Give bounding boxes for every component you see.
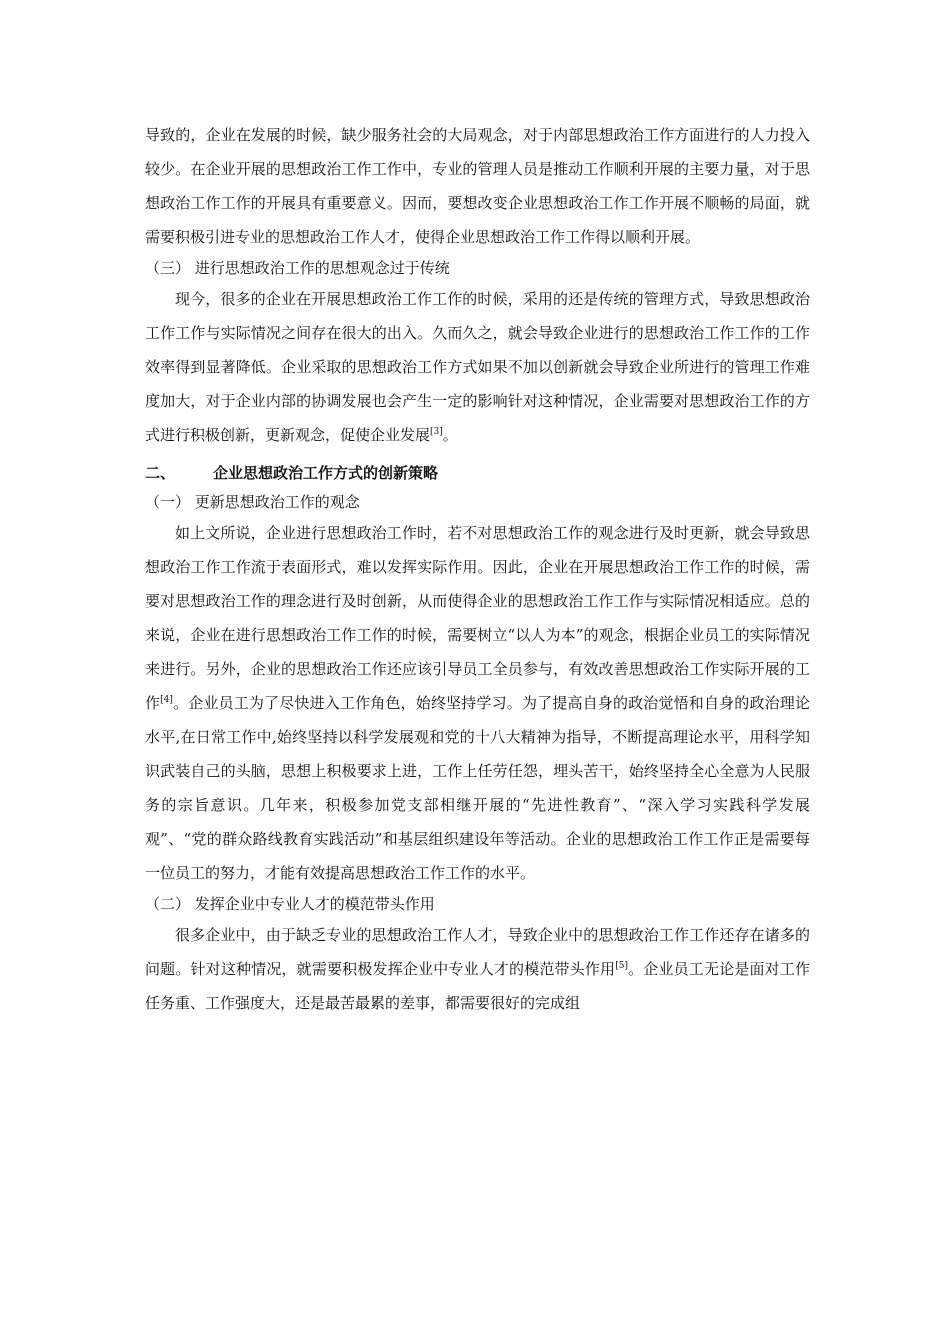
section-heading xyxy=(145,458,810,488)
section-title: 企业思想政治工作方式的创新策略 xyxy=(213,464,439,482)
paragraph-talent-role xyxy=(145,918,810,1020)
paragraph-text-end: 。企业员工为了尽快进入工作角色，始终坚持学习。为了提高自身的政治觉悟和自身的政治理论水平,在日常工作中,始终坚持以科学发展观和党的十八大精神为指导，不断提高理论水平，用科学知识武装自己的头脑，思想上积极要求上进，工作上任劳任怨，埋头苦干，始终坚持全心全意为人民服务的宗旨意识。几年来，积极参加党支部相继开展的“先进性教育”、“深入学习实践科学发展观”、“党的群众路线教育实践活动”和基层组织建设年等活动。企业的思想政治工作工作正是需要每一位员工的努力，才能有效提高思想政治工作工作的水平。 xyxy=(145,694,810,882)
paragraph-update-concepts xyxy=(145,516,810,890)
paragraph-text: 如上文所说，企业进行思想政治工作时，若不对思想政治工作的观念进行及时更新，就会导致思想政治工作工作流于表面形式，难以发挥实际作用。因此，企业在开展思想政治工作工作的时候，需要对思想政治工作的理念进行及时创新，从而使得企业的思想政治工作工作与实际情况相适应。总的来说，企业在进行思想政治工作工作的时候，需要树立“以人为本”的观念，根据企业员工的实际情况来进行。另外，企业的思想政治工作还应该引导员工全员参与，有效改善思想政治工作实际开展的工作 xyxy=(145,524,810,712)
paragraph-text: 现今，很多的企业在开展思想政治工作工作的时候，采用的还是传统的管理方式，导致思想政治工作工作与实际情况之间存在很大的出入。久而久之，就会导致企业进行的思想政治工作工作的工作效率得到显著降低。企业采取的思想政治工作方式如果不加以创新就会导致企业所进行的管理工作难度加大，对于企业内部的协调发展也会产生一定的影响针对这种情况，企业需要对思想政治工作的方式进行积极创新，更新观念，促使企业发展 xyxy=(145,290,810,444)
citation-5: [5] xyxy=(615,961,628,971)
subheading-one: （一） 更新思想政治工作的观念 xyxy=(145,493,360,511)
citation-4: [4] xyxy=(160,695,173,705)
section-number: 二、 xyxy=(145,464,176,482)
subheading-two: （二） 发挥企业中专业人才的模范带头作用 xyxy=(145,895,435,913)
paragraph-continued: 导致的，企业在发展的时候，缺少服务社会的大局观念，对于内部思想政治工作方面进行的人力投入较少。在企业开展的思想政治工作工作中，专业的管理人员是推动工作顺利开展的主要力量，对于思想政治工作工作的开展具有重要意义。因而，要想改变企业思想政治工作工作开展不顺畅的局面，就需要积极引进专业的思想政治工作人才，使得企业思想政治工作工作得以顺利开展。 xyxy=(145,126,810,246)
document-page xyxy=(145,118,810,1020)
paragraph-traditional-concepts xyxy=(145,282,810,452)
subheading-three: （三） 进行思想政治工作的思想观念过于传统 xyxy=(145,259,450,277)
paragraph-text-end: 。 xyxy=(442,426,458,444)
paragraph-text: 很多企业中，由于缺乏专业的思想政治工作人才，导致企业中的思想政治工作工作还存在诸多的问题。针对这种情况，就需要积极发挥企业中专业人才的模范带头作用 xyxy=(145,926,810,978)
paragraph-text-end: 。企业员工无论是面对工作任务重、工作强度大，还是最苦最累的差事，都需要很好的完成组 xyxy=(145,960,810,1012)
citation-3: [3] xyxy=(430,427,443,437)
